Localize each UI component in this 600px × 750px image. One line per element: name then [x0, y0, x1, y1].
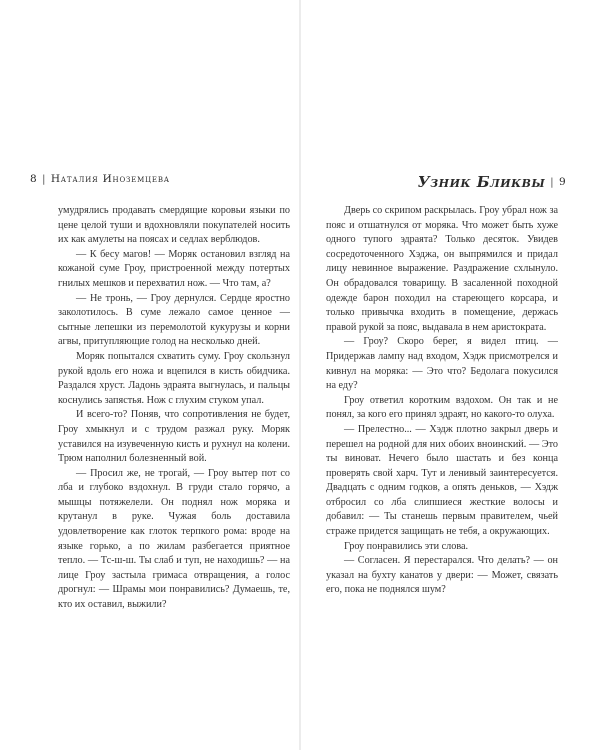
paragraph: — К бесу магов! — Моряк остановил взгляд на кожаной суме Гроу, пристроенной между потертых гнилых мешков и перехватил нож. — Что там, а? [58, 248, 290, 289]
paragraph: Гроу понравились эти слова. [344, 540, 469, 552]
paragraph: Моряк попытался схватить суму. Гроу скользнул рукой вдоль его ножа и вцепился в кисть обидчика. Раздался хруст. Ладонь эдраята выгнулась, и пальцы коснулись запястья. Нож с глухим стуком упал. [58, 350, 290, 406]
paragraph: умудрялись продавать смердящие коровьи языки по цене целой туши и вдохновляли покупателей носить их как амулеты на поясах и седлах верблюдов. [58, 205, 290, 246]
paragraph: — Не тронь, — Гроу дернулся. Сердце яростно заколотилось. В суме лежало самое ценное — сытные лепешки из перемолотой кукурузы и корни агвы, притупляющие голод на несколько дней. [58, 292, 290, 348]
right-running-header [418, 173, 566, 191]
paragraph: — Согласен. Я перестарался. Что делать? — он указал на бухту канатов у двери: — Может, связать его, пока не поднялся шум? [326, 555, 558, 596]
book-gutter [299, 0, 301, 750]
right-header-separator: | [550, 176, 555, 188]
paragraph: Дверь со скрипом раскрылась. Гроу убрал нож за пояс и отшатнулся от моряка. Что может быть хуже одного тупого эдраята? Только десяток. Увидев сосредоточенного Хэджа, он выпрямился и придал лицу невинное выражение. Раздражение схлынуло. Он обрадовался товарищу. В засаленной походной одежде барон походил на стареющего корсара, и только привычка входить в помещение, держась правой рукой за пояс, выдавала в нем аристократа. [326, 205, 558, 333]
left-running-header [30, 173, 170, 185]
paragraph: — Прелестно... — Хэдж плотно закрыл дверь и перешел на родной для них обоих вноинский. — Это ты виноват. Нечего было шастать и без конца проверять свой харч. Тут и ленивый заинтересуется. Двадцать с одним годков, а опять деньков, — Хэдж отбросил со лба слипшиеся жесткие волосы и добавил: — Ты станешь первым правителем, чьей страже придется защищать не тебя, а окружающих. [326, 423, 558, 538]
left-page-number: 8 [30, 173, 37, 185]
right-page-number: 9 [559, 176, 566, 188]
paragraph: И всего-то? Поняв, что сопротивления не будет, Гроу хмыкнул и с трудом разжал руку. Моряк уставился на изувеченную кисть и рухнул на колени. Трюм наполнил болезненный вой. [58, 409, 290, 465]
left-page-body [58, 204, 290, 613]
paragraph: Гроу ответил коротким вздохом. Он так и не понял, за кого его принял эдраят, но какого-то олуха. [326, 394, 558, 421]
paragraph: — Гроу? Скоро берег, я видел птиц. — Придержав лампу над входом, Хэдж присмотрелся и кивнул на моряка: — Это что? Бедолага покусился на еду? [326, 336, 558, 392]
paragraph: — Просил же, не трогай, — Гроу вытер пот со лба и глубоко вздохнул. В груди стало горячо, а мышцы потяжелели. Он поднял нож моряка и крутанул в руке. Чужая боль доставила удовлетворение как глоток терпкого рома: вроде на языке горько, а по жилам разбегается приятное тепло. — Тс-ш-ш. Ты слаб и туп, не находишь? — на лице Гроу застыла гримаса отвращения, а голос дрогнул: — Шрамы мои понравились? Думаешь, те, кто их оставил, выжили? [58, 467, 290, 611]
book-title: Узник Бликвы [417, 173, 546, 191]
right-page-body [326, 204, 558, 598]
left-header-separator: | [41, 173, 46, 185]
author-name: Наталия Иноземцева [50, 173, 170, 185]
